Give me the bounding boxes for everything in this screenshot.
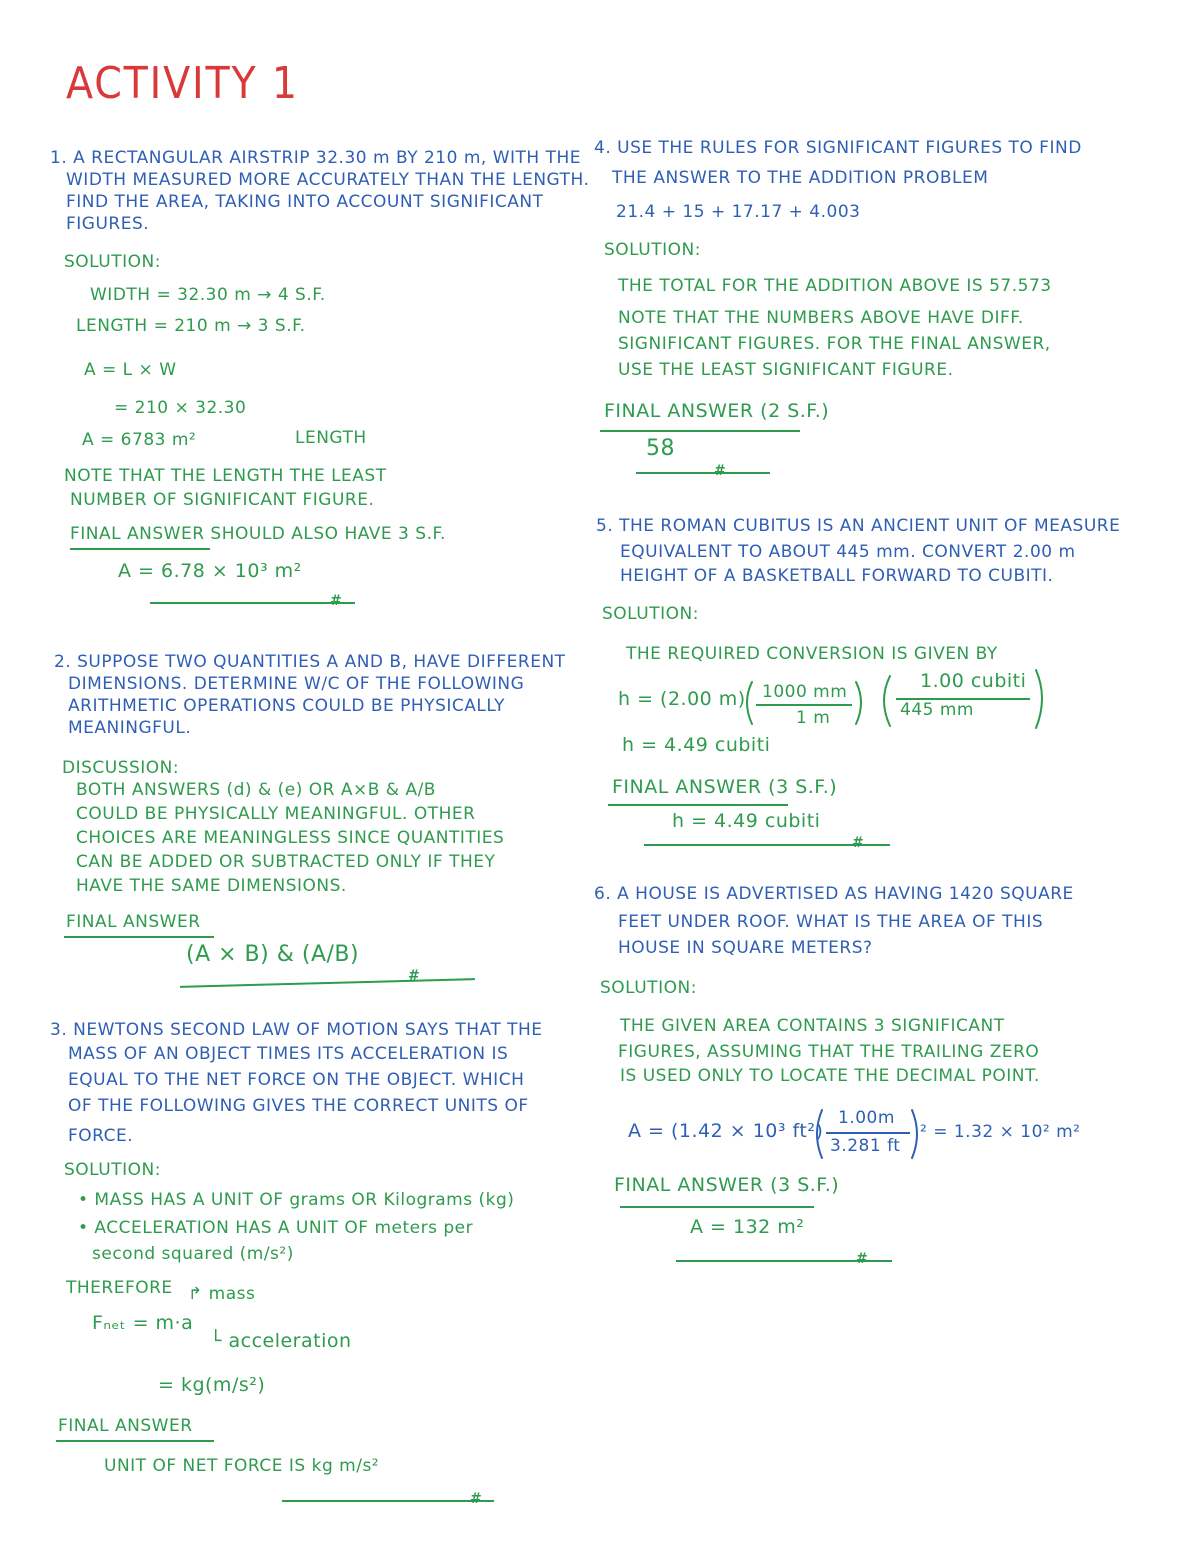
q1-end-mark: # (330, 593, 342, 609)
q4-prompt-line: 4. USE THE RULES FOR SIGNIFICANT FIGURES TO FIND (594, 138, 1082, 158)
q6-bracket (912, 1110, 917, 1158)
q6-solution-line: IS USED ONLY TO LOCATE THE DECIMAL POINT. (620, 1066, 1040, 1086)
q5-fraction2-numerator: 1.00 cubiti (920, 670, 1027, 692)
q6-fraction-numerator: 1.00m (838, 1108, 895, 1128)
q2-prompt-line: ARITHMETIC OPERATIONS COULD BE PHYSICALLY (68, 696, 505, 716)
q3-bullet: • MASS HAS A UNIT OF grams OR Kilograms (kg) (78, 1190, 515, 1210)
q4-final-answer: 58 (646, 436, 675, 461)
q2-discussion-line: COULD BE PHYSICALLY MEANINGFUL. OTHER (76, 804, 476, 824)
q6-prompt-line: FEET UNDER ROOF. WHAT IS THE AREA OF THIS (618, 912, 1044, 932)
q5-bracket (884, 676, 890, 726)
q2-end-mark: # (408, 968, 420, 984)
q5-bracket (856, 682, 861, 724)
q3-prompt-line: FORCE. (68, 1126, 134, 1146)
q3-prompt-line: OF THE FOLLOWING GIVES THE CORRECT UNITS OF (68, 1096, 529, 1116)
q4-solution-label: SOLUTION: (604, 240, 701, 260)
q2-final-label: FINAL ANSWER (66, 912, 201, 932)
q2-discussion-label: DISCUSSION: (62, 758, 180, 778)
q6-final-label: FINAL ANSWER (3 S.F.) (614, 1174, 840, 1196)
q3-equation: Fₙₑₜ = m·a (92, 1312, 194, 1334)
q1-prompt-line: 1. A RECTANGULAR AIRSTRIP 32.30 m BY 210 m, WITH THE (50, 148, 582, 168)
q6-solution-line: FIGURES, ASSUMING THAT THE TRAILING ZERO (618, 1042, 1040, 1062)
q5-prompt-line: HEIGHT OF A BASKETBALL FORWARD TO CUBITI. (620, 566, 1054, 586)
q3-prompt-line: EQUAL TO THE NET FORCE ON THE OBJECT. WHICH (68, 1070, 525, 1090)
q3-prompt-line: 3. NEWTONS SECOND LAW OF MOTION SAYS THAT THE (50, 1020, 543, 1040)
q2-discussion-line: CHOICES ARE MEANINGLESS SINCE QUANTITIES (76, 828, 505, 848)
q6-bracket (817, 1110, 822, 1158)
page-title: ACTIVITY 1 (66, 58, 299, 109)
q4-solution-line: THE TOTAL FOR THE ADDITION ABOVE IS 57.573 (618, 276, 1052, 296)
q3-mass-note: ↱ mass (188, 1284, 256, 1304)
q5-bracket (747, 682, 752, 724)
q5-fraction1-denominator: 1 m (796, 708, 831, 728)
q1-prompt-line: WIDTH MEASURED MORE ACCURATELY THAN THE LENGTH. (66, 170, 590, 190)
q1-note-line: NUMBER OF SIGNIFICANT FIGURE. (70, 490, 375, 510)
q5-equation-lead: h = (2.00 m) (618, 688, 746, 710)
q6-prompt-line: 6. A HOUSE IS ADVERTISED AS HAVING 1420 SQUARE (594, 884, 1074, 904)
q2-prompt-line: MEANINGFUL. (68, 718, 192, 738)
q6-equation-lead: A = (1.42 × 10³ ft²) (628, 1120, 824, 1142)
q2-final-answer: (A × B) & (A/B) (186, 942, 360, 967)
q2-prompt-line: DIMENSIONS. DETERMINE W/C OF THE FOLLOWING (68, 674, 525, 694)
q6-fraction-denominator: 3.281 ft (830, 1136, 901, 1156)
q5-final-label: FINAL ANSWER (3 S.F.) (612, 776, 838, 798)
q4-solution-line: NOTE THAT THE NUMBERS ABOVE HAVE DIFF. (618, 308, 1024, 328)
q4-final-label: FINAL ANSWER (2 S.F.) (604, 400, 830, 422)
q5-prompt-line: EQUIVALENT TO ABOUT 445 mm. CONVERT 2.00 m (620, 542, 1076, 562)
q5-intro: THE REQUIRED CONVERSION IS GIVEN BY (626, 644, 998, 664)
q1-width-line: WIDTH = 32.30 m → 4 S.F. (90, 285, 326, 305)
q5-fraction2-denominator: 445 mm (900, 700, 974, 720)
q3-end-mark: # (470, 1491, 482, 1507)
q3-prompt-line: MASS OF AN OBJECT TIMES ITS ACCELERATION IS (68, 1044, 509, 1064)
q4-solution-line: SIGNIFICANT FIGURES. FOR THE FINAL ANSWER, (618, 334, 1051, 354)
q3-accel-note: └ acceleration (210, 1330, 352, 1352)
q1-substitution: = 210 × 32.30 (114, 398, 247, 418)
q6-solution-label: SOLUTION: (600, 978, 697, 998)
q1-final-note: FINAL ANSWER SHOULD ALSO HAVE 3 S.F. (70, 524, 446, 544)
q5-final-answer: h = 4.49 cubiti (672, 810, 821, 832)
q5-end-mark: # (852, 835, 864, 851)
q1-formula: A = L × W (84, 360, 177, 380)
q4-prompt-line: 21.4 + 15 + 17.17 + 4.003 (616, 202, 861, 222)
q2-prompt-line: 2. SUPPOSE TWO QUANTITIES A AND B, HAVE DIFFERENT (54, 652, 566, 672)
q2-discussion-line: CAN BE ADDED OR SUBTRACTED ONLY IF THEY (76, 852, 496, 872)
q1-side-note: LENGTH (295, 428, 367, 448)
q5-bracket (1036, 670, 1042, 728)
q6-prompt-line: HOUSE IN SQUARE METERS? (618, 938, 873, 958)
q3-bullet: • ACCELERATION HAS A UNIT OF meters per (78, 1218, 474, 1238)
q3-final-label: FINAL ANSWER (58, 1416, 193, 1436)
q3-solution-label: SOLUTION: (64, 1160, 161, 1180)
q2-discussion-line: BOTH ANSWERS (d) & (e) OR A×B & A/B (76, 780, 436, 800)
q4-end-mark: # (714, 463, 726, 479)
q1-result: A = 6783 m² (82, 430, 197, 450)
q6-final-answer: A = 132 m² (690, 1216, 805, 1238)
q1-note-line: NOTE THAT THE LENGTH THE LEAST (64, 466, 387, 486)
q1-final-answer: A = 6.78 × 10³ m² (118, 560, 302, 582)
q2-discussion-line: HAVE THE SAME DIMENSIONS. (76, 876, 347, 896)
q1-solution-label: SOLUTION: (64, 252, 161, 272)
q6-solution-line: THE GIVEN AREA CONTAINS 3 SIGNIFICANT (620, 1016, 1005, 1036)
q3-therefore: THEREFORE (66, 1278, 173, 1298)
q1-prompt-line: FIND THE AREA, TAKING INTO ACCOUNT SIGNIFICANT (66, 192, 544, 212)
q5-fraction1-numerator: 1000 mm (762, 682, 848, 702)
q1-prompt-line: FIGURES. (66, 214, 150, 234)
q3-bullet-cont: second squared (m/s²) (92, 1244, 294, 1264)
q5-prompt-line: 5. THE ROMAN CUBITUS IS AN ANCIENT UNIT OF MEASURE (596, 516, 1121, 536)
q4-solution-line: USE THE LEAST SIGNIFICANT FIGURE. (618, 360, 954, 380)
q4-prompt-line: THE ANSWER TO THE ADDITION PROBLEM (612, 168, 989, 188)
q6-equation-tail: ² = 1.32 × 10² m² (920, 1122, 1081, 1142)
q5-result: h = 4.49 cubiti (622, 734, 771, 756)
q3-final-answer: UNIT OF NET FORCE IS kg m/s² (104, 1456, 380, 1476)
q6-end-mark: # (856, 1251, 868, 1267)
q3-units: = kg(m/s²) (158, 1374, 266, 1396)
q5-solution-label: SOLUTION: (602, 604, 699, 624)
q1-length-line: LENGTH = 210 m → 3 S.F. (76, 316, 306, 336)
